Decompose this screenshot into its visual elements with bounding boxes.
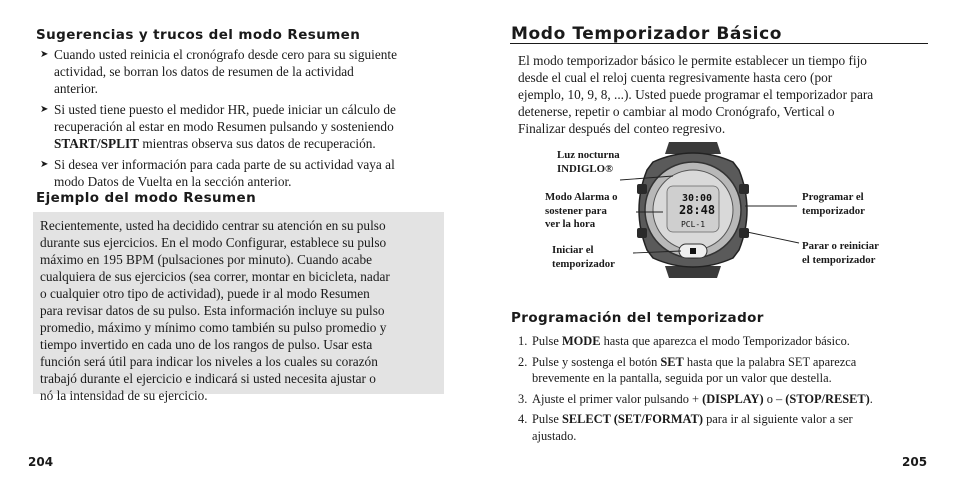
page-title: Modo Temporizador Básico (511, 24, 783, 44)
button-lower-left (637, 228, 647, 238)
right-page (477, 0, 954, 477)
display-line3: PCL-1 (680, 220, 706, 229)
arrow-bullet-icon: ➤ (40, 104, 49, 115)
intro-paragraph: El modo temporizador básico le permite establecer un tiempo fijo desde el cual el reloj cuenta regresivamente hasta cero (por ejemplo, 10, 9, 8, ...). Usted puede programar el temporizador para detenerse, repetir o cambiar al modo Cronógrafo, Vertical o Finalizar después del conteo regresivo. (518, 53, 874, 136)
step-item: 1. Pulse MODE hasta que aparezca el modo Temporizador básico. (518, 334, 850, 348)
step-item: 2. Pulse y sostenga el botón SET hasta que la palabra SET aparezca brevemente en la pantalla, seguida por un valor que destella. (518, 354, 857, 385)
callout-line-stop (747, 232, 799, 243)
callout-program: Programar el temporizador (802, 191, 865, 217)
page-number-left: 204 (28, 455, 54, 469)
page-number-right: 205 (902, 455, 928, 469)
start-button-icon (690, 248, 696, 254)
callout-light: Luz nocturna INDIGLO® (557, 149, 620, 175)
programming-heading: Programación del temporizador (511, 310, 764, 326)
callout-start: Iniciar el temporizador (552, 244, 615, 270)
step-item: 3. Ajuste el primer valor pulsando + (DISPLAY) o – (STOP/RESET). (518, 391, 873, 406)
display-line1: 30:00 (681, 193, 713, 204)
display-line2: 28:48 (678, 203, 716, 217)
arrow-bullet-icon: ➤ (40, 49, 49, 60)
tip-item: ➤ Cuando usted reinicia el cronógrafo desde cero para su siguiente actividad, se borran los datos de resumen de la actividad anterior. (40, 47, 398, 96)
steps-list (518, 333, 930, 448)
button-upper-right (739, 184, 749, 194)
tips-list (40, 46, 460, 194)
tips-heading: Sugerencias y trucos del modo Resumen (36, 27, 361, 43)
title-rule (510, 43, 928, 44)
tip-item: ➤ Si desea ver información para cada parte de su actividad vaya al modo Datos de Vuelta en la sección anterior. (40, 157, 395, 189)
arrow-bullet-icon: ➤ (40, 159, 49, 170)
button-upper-left (637, 184, 647, 194)
button-lower-right (739, 228, 749, 238)
callout-stop: Parar o reiniciar el temporizador (802, 240, 879, 266)
tip-item: ➤ Si usted tiene puesto el medidor HR, puede iniciar un cálculo de recuperación al estar en modo Resumen pulsando y sosteniendo START/SPLIT mientras observa sus datos de recuperación. (40, 102, 396, 151)
example-box: Recientemente, usted ha decidido centrar su atención en su pulso durante sus ejercicios. En el modo Configurar, establece su pulso máximo en 195 BPM (pulsaciones por minuto). Cuando acabe cualquiera de sus ejercicios (sea correr, montar en bicicleta, nadar o cualquier otro tipo de actividad), puede ir al modo Resumen para revisar datos de su pulso. Esta información incluye su pulso promedio, máximo y mínimo como también su pulso promedio y tiempo invertido en cada uno de los rangos de pulso. Usar esta función será útil para indicar los niveles a los cuales su corazón trabajó durante el ejercicio e indicará si usted necesita ajustar o nó la intensidad de su ejercicio. (33, 212, 444, 394)
step-item: 4. Pulse SELECT (SET/FORMAT) para ir al siguiente valor a ser ajustado. (518, 412, 853, 443)
bottom-strap (665, 266, 721, 278)
callout-alarm: Modo Alarma o sostener para ver la hora (545, 191, 618, 230)
top-strap (665, 142, 721, 154)
example-heading: Ejemplo del modo Resumen (36, 190, 257, 206)
start-split-label: START/SPLIT (54, 136, 140, 151)
